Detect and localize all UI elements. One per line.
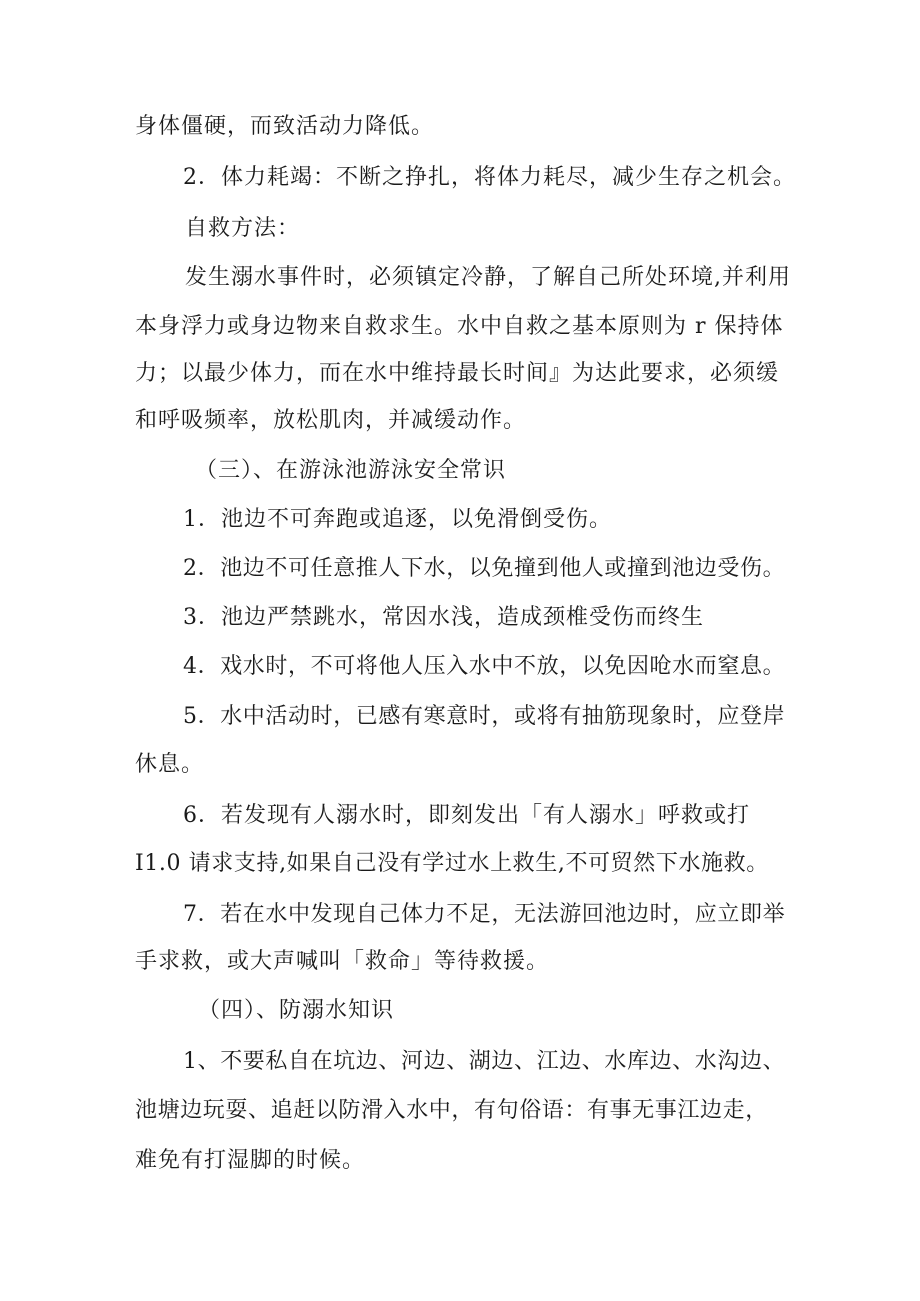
- text-line: 池塘边玩耍、追赶以防滑入水中，有句俗语：有事无事江边走，: [135, 1098, 768, 1123]
- section-label: 自救方法：: [185, 216, 301, 241]
- text-line: I1.0 请求支持,如果自己没有学过水上救生,不可贸然下水施救。: [135, 851, 769, 876]
- section-heading: （三）、在游泳池游泳安全常识: [195, 458, 507, 483]
- text-line: 发生溺水事件时，必须镇定冷静，了解自己所处环境,并利用: [185, 265, 791, 290]
- text-line: 力；以最少体力，而在水中维持最长时间』为达此要求，必须缓: [135, 361, 780, 386]
- list-item: 3．池边严禁跳水，常因水浅，造成颈椎受伤而终生: [183, 605, 704, 630]
- section-heading: （四）、防溺水知识: [198, 998, 395, 1023]
- text-line: 手求救，或大声喊叫「救命」等待救援。: [135, 949, 550, 974]
- list-item: 1、不要私自在坑边、河边、湖边、江边、水库边、水沟边、: [183, 1049, 786, 1074]
- text-line: 身体僵硬，而致活动力降低。: [135, 114, 435, 139]
- list-item: 6．若发现有人溺水时，即刻发出「有人溺水」呼救或打: [183, 803, 750, 828]
- list-item: 1．池边不可奔跑或追逐，以免滑倒受伤。: [183, 507, 612, 532]
- list-item: 7．若在水中发现自己体力不足，无法游回池边时，应立即举: [183, 902, 786, 927]
- list-item: 2．体力耗竭：不断之挣扎，将体力耗尽，减少生存之机会。: [183, 165, 796, 190]
- text-line: 休息。: [135, 752, 205, 777]
- text-line: 和呼吸频率，放松肌肉，并减缓动作。: [135, 408, 527, 433]
- text-line: 本身浮力或身边物来自救求生。水中自救之基本原则为 r 保持体: [135, 314, 784, 339]
- list-item: 5．水中活动时，已感有寒意时，或将有抽筋现象时，应登岸: [183, 704, 786, 729]
- list-item: 4．戏水时，不可将他人压入水中不放，以免因呛水而窒息。: [183, 654, 786, 679]
- text-line: 难免有打湿脚的时候。: [135, 1148, 366, 1173]
- list-item: 2．池边不可任意推人下水，以免撞到他人或撞到池边受伤。: [183, 556, 786, 581]
